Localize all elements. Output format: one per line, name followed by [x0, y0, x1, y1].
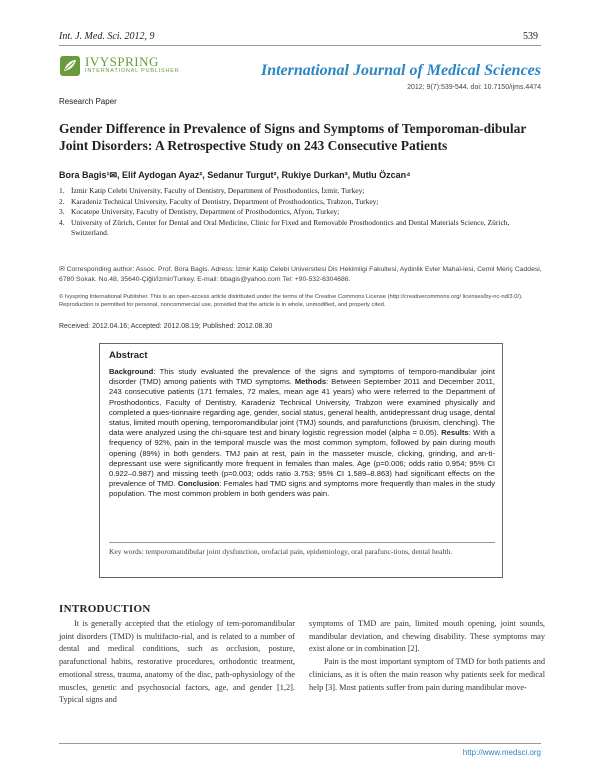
abstract-heading: Abstract: [109, 350, 148, 361]
journal-name: International Journal of Medical Sciences: [260, 62, 541, 79]
license-notice: © Ivyspring International Publisher. This is an open-access article distributed under the terms of the Creative Commons License (http://creativecommons.org/ licenses/by-nc-nd/3.0/). Reproduction is permitted for personal, noncommercial use, provided that the article is in whole, unmodified, and properly cited.: [59, 294, 523, 309]
ivy-leaf-icon: [59, 55, 81, 77]
affiliation-item: 4. University of Zürich, Center for Dental and Oral Medicine, Clinic for Fixed and Removable Prosthodontics and Dental Materials Science, Zürich, Switzerland.: [59, 217, 510, 238]
affiliation-list: [59, 186, 544, 239]
keywords-divider: [109, 542, 495, 543]
article-dates: Received: 2012.04.16; Accepted: 2012.08.19; Published: 2012.08.30: [59, 323, 273, 330]
publisher-name: IVYSPRING: [85, 54, 159, 69]
body-column-right: [309, 618, 545, 694]
section-heading: INTRODUCTION: [59, 603, 151, 615]
affiliation-item: 2. Karadeniz Technical University, Faculty of Dentistry, Department of Prosthodontics, Trabzon, Turkey;: [59, 196, 379, 206]
journal-citation: Int. J. Med. Sci. 2012, 9: [59, 31, 155, 42]
publisher-subtitle: INTERNATIONAL PUBLISHER: [85, 68, 180, 74]
corresponding-author: ✉ Corresponding author: Assoc. Prof. Bora Bagis. Adress: İzmir Katip Celebi Universitesi Dis Hekimligi Fakultesi, Aydinlik Evler Mahal-lesi, Cemil Meriç Caddesi, 6780 Sokak. No.48, 35640-Çiğli/İzmir/Turkey. E-mail: bbagis@yahoo.com Tel: +90-532-6304686.: [59, 266, 542, 283]
footer-divider: [59, 743, 541, 744]
journal-url-link[interactable]: http://www.medsci.org: [462, 748, 541, 757]
paragraph: symptoms of TMD are pain, limited mouth opening, joint sounds, mandibular deviation, and chewing disability. These symptoms may exist alone or in combination [2].: [309, 619, 545, 654]
article-type: Research Paper: [59, 97, 117, 106]
affiliation-item: 3. Kocatepe University, Faculty of Dentistry, Department of Prosthodontics, Afyon, Turkey;: [59, 207, 340, 217]
doi-line: 2012; 9(7):539-544. doi: 10.7150/ijms.4474: [407, 84, 541, 91]
publisher-logo: [59, 55, 180, 77]
page-number: 539: [523, 31, 538, 42]
article-title: Gender Difference in Prevalence of Signs and Symptoms of Temporoman-dibular Joint Disorders: A Retrospective Study on 243 Consecutive Patients: [59, 121, 527, 153]
keywords: Key words: temporomandibular joint dysfunction, orofacial pain, epidemiology, oral parafunc-tions, dental health.: [109, 547, 453, 556]
paragraph: Pain is the most important symptom of TMD for both patients and clinicians, as it is often the main reason why patients seek for medical help [3]. Most patients suffer from pain during mandibular move-: [309, 657, 545, 692]
body-column-left: [59, 618, 295, 707]
affiliation-item: 1. İzmir Katip Celebi University, Faculty of Dentistry, Department of Prosthodontics, İzmir, Turkey;: [59, 186, 365, 195]
header-divider: [59, 45, 541, 46]
paragraph: It is generally accepted that the etiology of tem-poromandibular joint disorders (TMD) is multifacto-rial, and is related to a number of dental and medical conditions, such as occlusion, posture, parafunctional habits, restorative procedures, orthodontic treatment, emotional stress, trauma, anatomy of the disc, path-ophysiology of the muscles, genetic and psychosocial factors, age, and gender [1,2]. Typical signs and: [59, 619, 295, 705]
abstract-text: Background: This study evaluated the prevalence of the signs and symptoms of temporo-mandibular joint disorder (TMD) among patients with TMD symptoms. Methods: Between September 2011 and December 2011, 243 consecutive patients (171 females, 72 males, mean age 41 years) who were referred to the Department of Prosthodontics, Faculty of Dentistry, Karadeniz Technical University, Trabzon were examined physically and completed a ques-tionnaire regarding age, gender, social status, general health, antidepressant drug usage, dental status, limited mouth opening, temporomandibular joint (TMJ) sounds, and parafunctions (bruxism, clenching). The data were analyzed using the chi-square test and binary logistic regression model (alpha = 0.05). Results: With a frequency of 92%, pain in the temporal muscle was the most common symptom, followed by pain during mouth opening (89%) in both genders. TMJ pain at rest, pain in the masseter muscle, clicking, grinding, and an-ti-depressant use were significantly more frequent in females than males. Age (p=0.006; odds ratio 0.954; 95% CI 0.922–0.987) and missing teeth (p=0.003; odds ratio 3.753; 95% CI 1.589–8.863) had significant effects on the prevalence of TMD. Conclusion: Females had TMD signs and symptoms more frequently than males in the study population. The most common problem in both genders was pain.: [109, 367, 495, 499]
author-list: Bora Bagis¹✉, Elif Aydogan Ayaz², Sedanur Turgut², Rukiye Durkan³, Mutlu Özcan⁴: [59, 170, 411, 180]
